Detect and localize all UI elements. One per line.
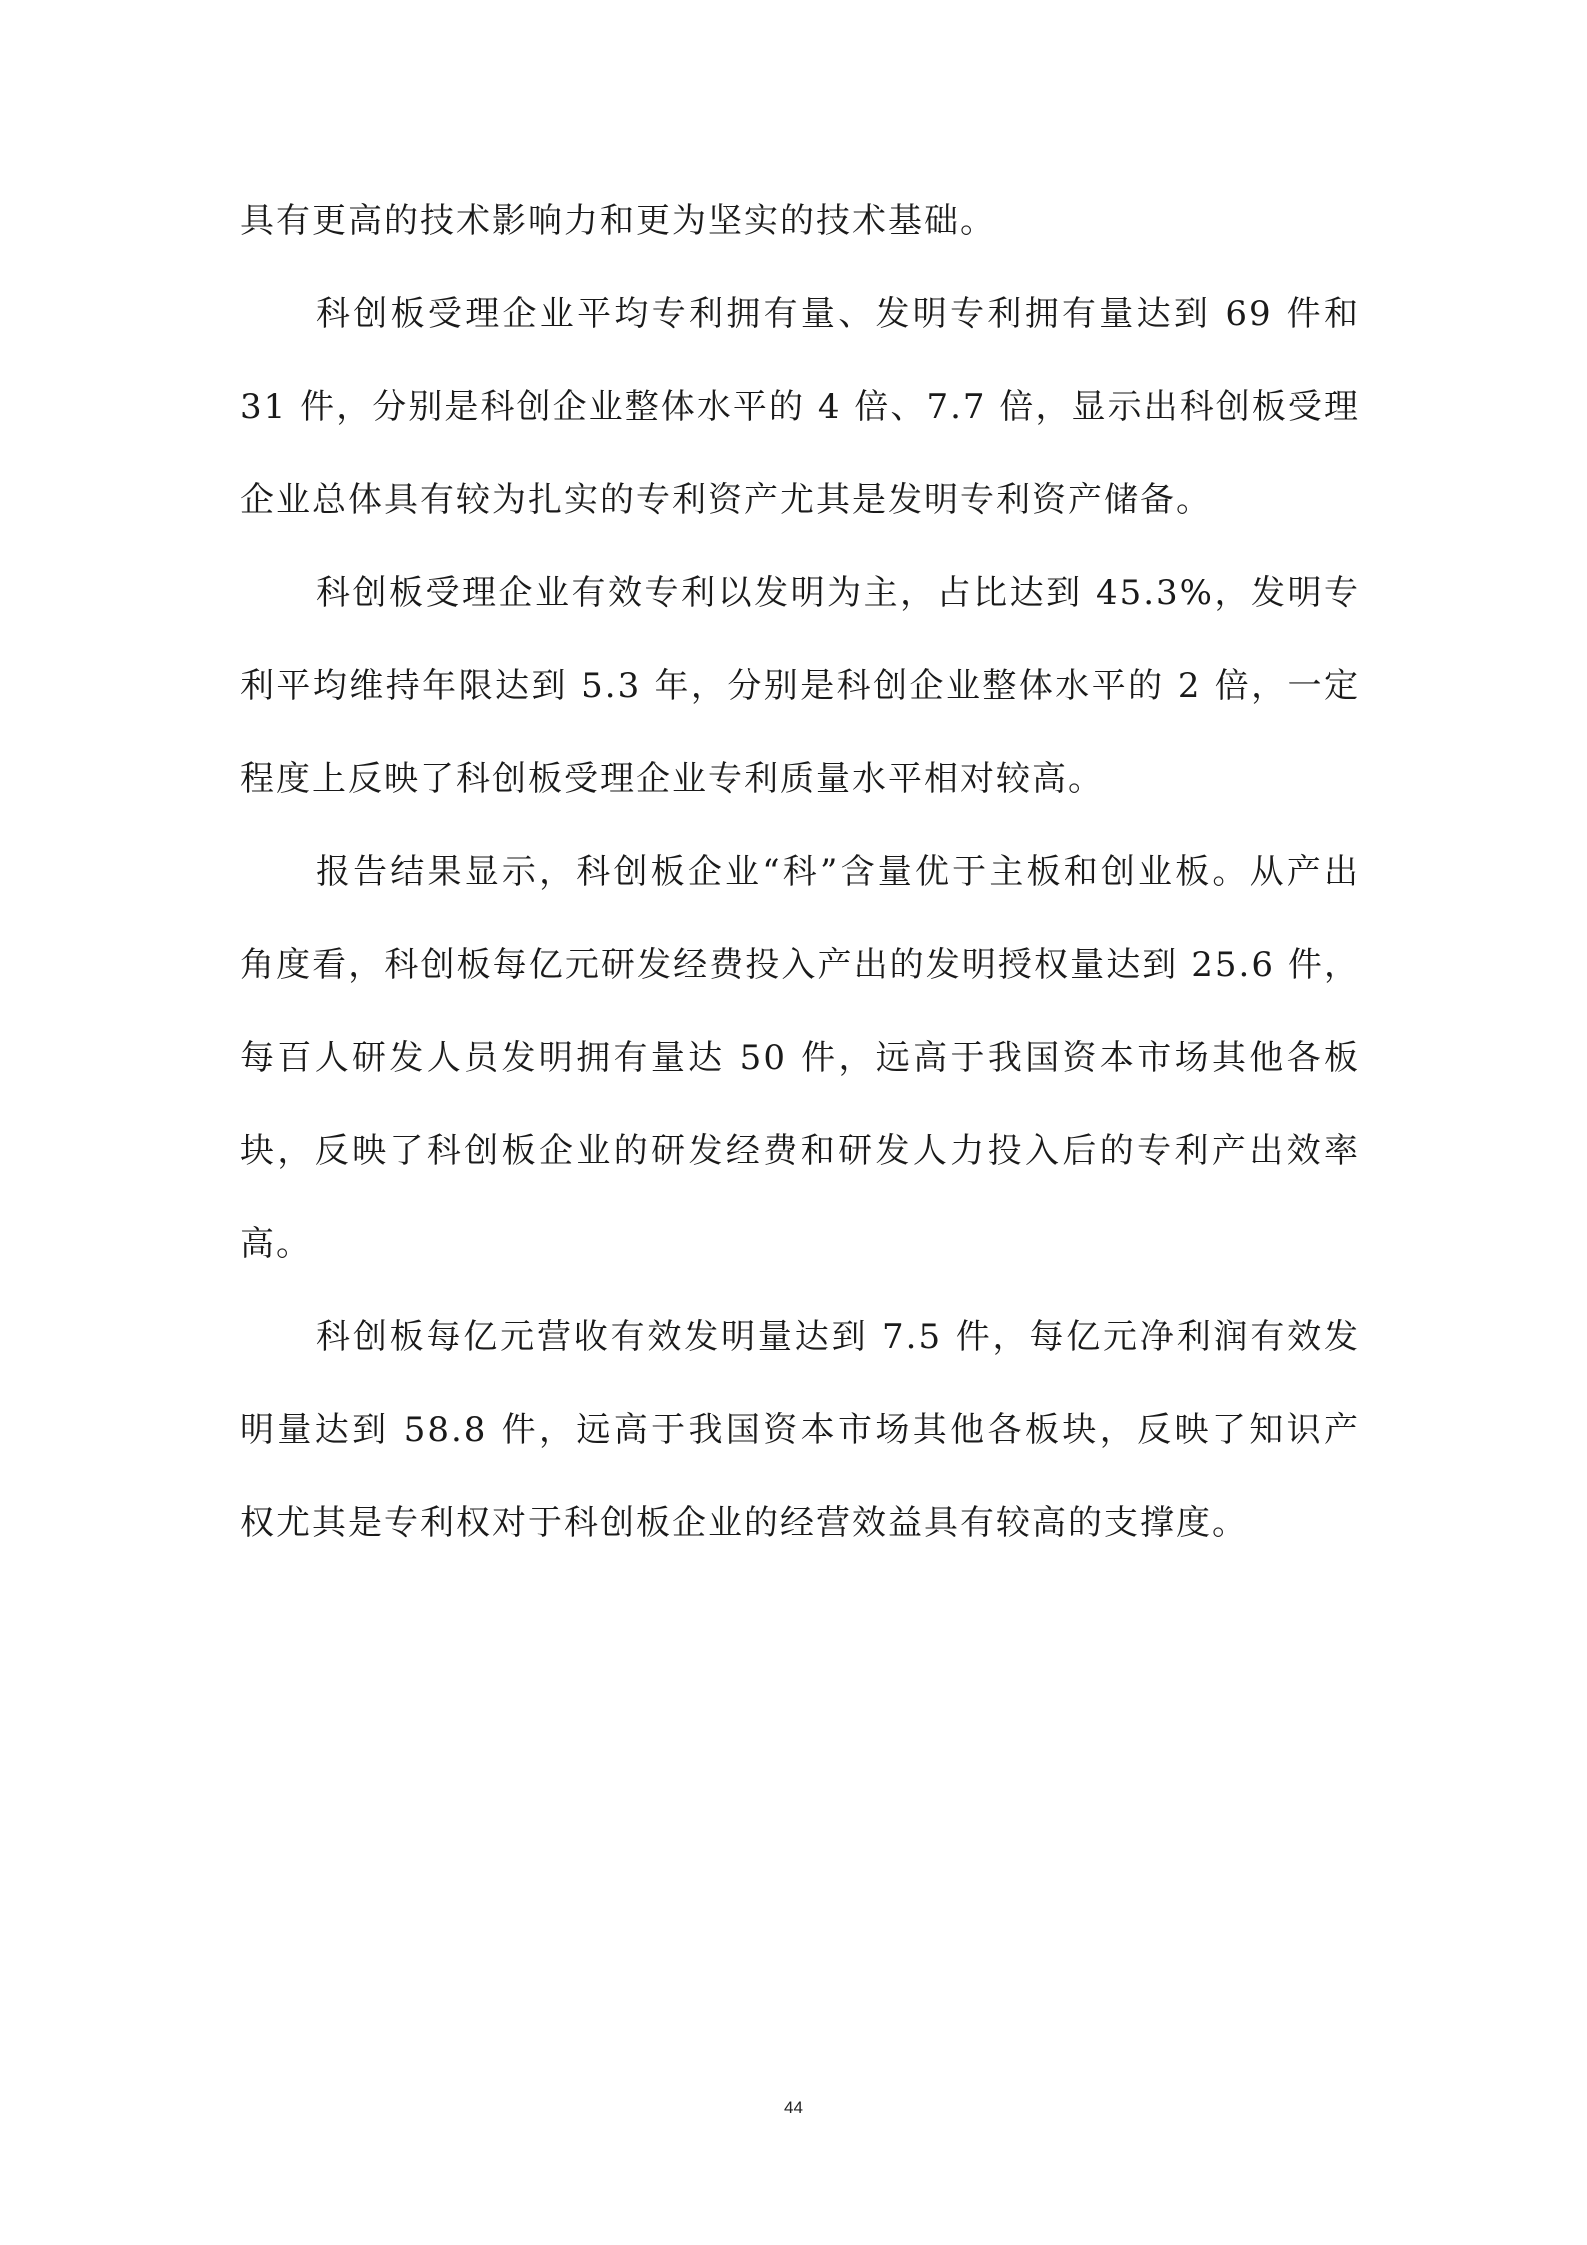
paragraph-first-line: 科创板受理企业平均专利拥有量、发明专利拥有量达到 69 件和 bbox=[316, 294, 1360, 334]
text-line: 31 件，分别是科创企业整体水平的 4 倍、7.7 倍，显示出科创板受理 bbox=[240, 387, 1360, 427]
text-line: 利平均维持年限达到 5.3 年，分别是科创企业整体水平的 2 倍，一定 bbox=[240, 666, 1360, 706]
text-line: 角度看，科创板每亿元研发经费投入产出的发明授权量达到 25.6 件， bbox=[240, 945, 1360, 985]
text-line: 块，反映了科创板企业的研发经费和研发人力投入后的专利产出效率 bbox=[240, 1131, 1360, 1171]
paragraph-first-line: 科创板每亿元营收有效发明量达到 7.5 件，每亿元净利润有效发 bbox=[316, 1317, 1360, 1357]
text-line: 具有更高的技术影响力和更为坚实的技术基础。 bbox=[240, 201, 996, 241]
text-line: 高。 bbox=[240, 1224, 312, 1264]
text-line: 权尤其是专利权对于科创板企业的经营效益具有较高的支撑度。 bbox=[240, 1503, 1248, 1543]
body-text bbox=[240, 195, 1360, 1590]
text-line: 程度上反映了科创板受理企业专利质量水平相对较高。 bbox=[240, 759, 1104, 799]
text-line: 每百人研发人员发明拥有量达 50 件，远高于我国资本市场其他各板 bbox=[240, 1038, 1360, 1078]
text-line: 明量达到 58.8 件，远高于我国资本市场其他各板块，反映了知识产 bbox=[240, 1410, 1360, 1450]
page-number: 44 bbox=[784, 2098, 803, 2117]
text-line: 企业总体具有较为扎实的专利资产尤其是发明专利资产储备。 bbox=[240, 480, 1212, 520]
paragraph-first-line: 报告结果显示，科创板企业“科”含量优于主板和创业板。从产出 bbox=[316, 852, 1360, 892]
paragraph-first-line: 科创板受理企业有效专利以发明为主，占比达到 45.3%，发明专 bbox=[316, 573, 1360, 613]
